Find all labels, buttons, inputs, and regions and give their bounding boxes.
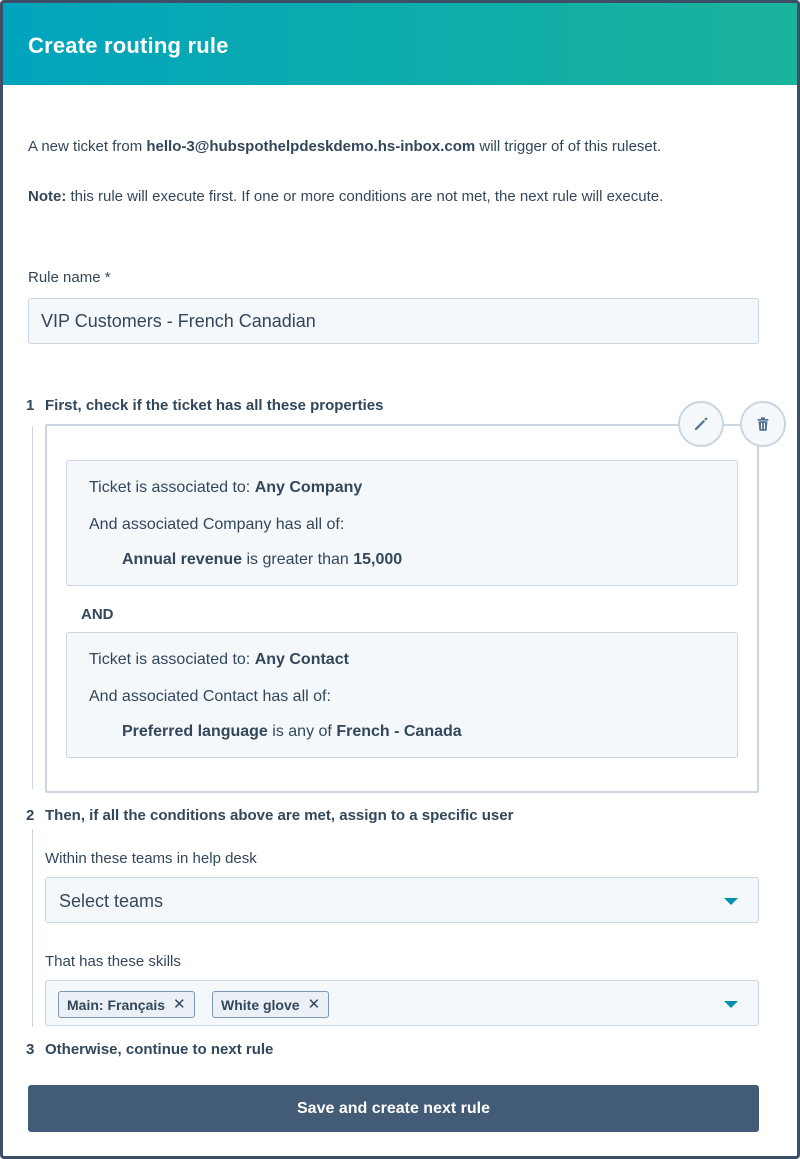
- condition-has-all: And associated Company has all of:: [89, 516, 345, 533]
- intro-text: [28, 137, 778, 157]
- save-and-create-next-rule-button[interactable]: Save and create next rule: [28, 1085, 759, 1132]
- condition-value: 15,000: [353, 551, 403, 568]
- step-3-number: 3: [26, 1041, 35, 1058]
- condition-rule: [122, 723, 462, 741]
- association-prefix: Ticket is associated to:: [89, 651, 255, 668]
- step-1-title: First, check if the ticket has all these properties: [45, 397, 384, 414]
- note-label: Note:: [28, 188, 67, 205]
- condition-operator: is any of: [267, 723, 337, 740]
- condition-card-company: [66, 460, 738, 586]
- close-icon[interactable]: ✕: [307, 996, 321, 1013]
- condition-rule: [122, 551, 402, 569]
- teams-label: Within these teams in help desk: [45, 850, 257, 867]
- button-connector: [722, 424, 740, 426]
- rule-name-label: Rule name *: [28, 269, 111, 286]
- skill-tag: [58, 991, 195, 1018]
- condition-property: Annual revenue: [122, 551, 243, 568]
- teams-placeholder: Select teams: [59, 891, 164, 911]
- step-2-line: [32, 829, 33, 1027]
- close-icon[interactable]: ✕: [173, 996, 186, 1013]
- skill-tag: [212, 991, 329, 1018]
- condition-value: French - Canada: [336, 723, 462, 740]
- step-3-title: Otherwise, continue to next rule: [45, 1041, 274, 1058]
- skills-label: That has these skills: [45, 953, 181, 970]
- condition-operator: is greater than: [242, 551, 354, 568]
- intro-prefix: A new ticket from: [28, 138, 147, 155]
- execution-note: [28, 183, 728, 211]
- delete-conditions-button[interactable]: [740, 401, 786, 447]
- inbox-email: hello-3@hubspothelpdeskdemo.hs-inbox.com: [146, 138, 476, 155]
- skills-select[interactable]: [45, 980, 759, 1026]
- note-text: this rule will execute first. If one or more conditions are not met, the next rule will execute.: [66, 188, 664, 205]
- dialog-title: Create routing rule: [28, 33, 229, 58]
- and-label: AND: [81, 606, 114, 623]
- condition-association: [89, 651, 349, 669]
- condition-has-all: And associated Contact has all of:: [89, 688, 331, 705]
- edit-conditions-button[interactable]: [678, 401, 724, 447]
- step-1-line: [32, 426, 33, 789]
- pencil-icon: [692, 415, 710, 433]
- condition-card-contact: [66, 632, 738, 758]
- skill-tag-label: White glove: [221, 996, 300, 1013]
- caret-down-icon: [724, 898, 738, 905]
- condition-association: [89, 479, 362, 497]
- step-2-number: 2: [26, 807, 35, 824]
- step-2-title: Then, if all the conditions above are met, assign to a specific user: [45, 807, 514, 824]
- trash-icon: [754, 415, 772, 433]
- intro-suffix: will trigger of of this ruleset.: [475, 138, 662, 155]
- teams-select[interactable]: [45, 877, 759, 923]
- dialog-header: [3, 3, 797, 85]
- association-value: Any Contact: [254, 651, 349, 668]
- step-1-number: 1: [26, 397, 35, 414]
- condition-property: Preferred language: [122, 723, 268, 740]
- association-value: Any Company: [254, 479, 363, 496]
- skill-tag-label: Main: Français: [67, 996, 166, 1013]
- association-prefix: Ticket is associated to:: [89, 479, 255, 496]
- caret-down-icon: [724, 1001, 738, 1008]
- rule-name-input[interactable]: [28, 298, 759, 344]
